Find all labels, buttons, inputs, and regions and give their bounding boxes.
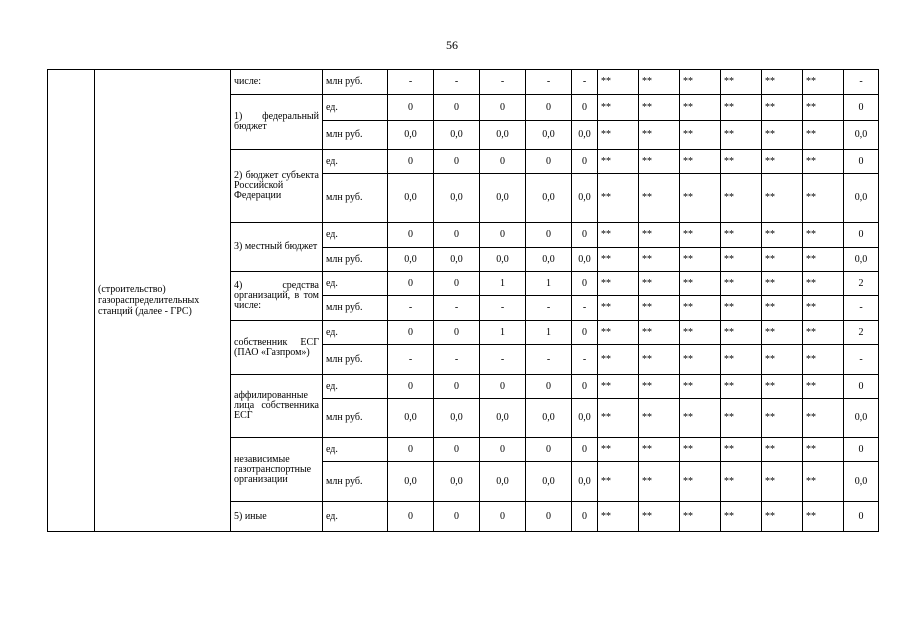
forecast-cell: **	[598, 95, 639, 121]
forecast-cell: **	[639, 296, 680, 321]
number-cell	[48, 70, 95, 532]
value-cell: -	[388, 296, 434, 321]
value-cell: 0,0	[388, 462, 434, 502]
forecast-cell: **	[598, 272, 639, 296]
forecast-cell: **	[762, 150, 803, 174]
total-cell: 0,0	[844, 248, 879, 272]
value-cell: -	[388, 345, 434, 375]
forecast-cell: **	[680, 502, 721, 532]
forecast-cell: **	[803, 248, 844, 272]
value-cell: -	[572, 70, 598, 95]
value-cell: 0	[572, 223, 598, 248]
value-cell: 0	[434, 438, 480, 462]
total-cell: 0	[844, 375, 879, 399]
forecast-cell: **	[803, 438, 844, 462]
value-cell: 0	[572, 438, 598, 462]
value-cell: -	[434, 296, 480, 321]
source-cell: числе:	[231, 70, 323, 95]
forecast-cell: **	[762, 438, 803, 462]
forecast-cell: **	[762, 121, 803, 150]
value-cell: -	[388, 70, 434, 95]
value-cell: 0,0	[572, 174, 598, 223]
forecast-cell: **	[762, 248, 803, 272]
forecast-cell: **	[803, 70, 844, 95]
unit-cell: млн руб.	[323, 70, 388, 95]
value-cell: 0	[434, 95, 480, 121]
forecast-cell: **	[803, 95, 844, 121]
forecast-cell: **	[762, 296, 803, 321]
forecast-cell: **	[639, 150, 680, 174]
source-cell: 1) федеральный бюджет	[231, 95, 323, 150]
forecast-cell: **	[721, 375, 762, 399]
total-cell: 0,0	[844, 174, 879, 223]
forecast-cell: **	[680, 121, 721, 150]
forecast-cell: **	[680, 462, 721, 502]
value-cell: 0	[388, 272, 434, 296]
source-cell: 5) иные	[231, 502, 323, 532]
source-cell: 4) средства организаций, в том числе:	[231, 272, 323, 321]
forecast-cell: **	[639, 399, 680, 438]
total-cell: 0	[844, 502, 879, 532]
forecast-cell: **	[680, 321, 721, 345]
forecast-cell: **	[762, 70, 803, 95]
value-cell: 1	[480, 272, 526, 296]
value-cell: 0	[480, 223, 526, 248]
value-cell: 0	[526, 502, 572, 532]
value-cell: 1	[526, 272, 572, 296]
total-cell: -	[844, 296, 879, 321]
forecast-cell: **	[598, 121, 639, 150]
forecast-cell: **	[762, 462, 803, 502]
value-cell: -	[572, 296, 598, 321]
value-cell: 0,0	[388, 174, 434, 223]
value-cell: 0	[434, 321, 480, 345]
value-cell: 0	[434, 150, 480, 174]
value-cell: 0,0	[526, 248, 572, 272]
forecast-cell: **	[639, 345, 680, 375]
table-body	[48, 70, 879, 532]
value-cell: 0,0	[572, 121, 598, 150]
total-cell: 0	[844, 438, 879, 462]
value-cell: 0	[526, 95, 572, 121]
value-cell: 0	[572, 150, 598, 174]
forecast-cell: **	[598, 321, 639, 345]
forecast-cell: **	[762, 223, 803, 248]
forecast-cell: **	[639, 321, 680, 345]
value-cell: 0	[480, 150, 526, 174]
forecast-cell: **	[721, 150, 762, 174]
table-row	[48, 70, 879, 95]
total-cell: 0	[844, 150, 879, 174]
forecast-cell: **	[680, 223, 721, 248]
value-cell: 0	[572, 272, 598, 296]
value-cell: 0	[480, 502, 526, 532]
forecast-cell: **	[762, 502, 803, 532]
forecast-cell: **	[762, 272, 803, 296]
value-cell: 0,0	[572, 399, 598, 438]
forecast-cell: **	[598, 502, 639, 532]
source-cell: 3) местный бюджет	[231, 223, 323, 272]
forecast-cell: **	[680, 248, 721, 272]
unit-cell: млн руб.	[323, 345, 388, 375]
forecast-cell: **	[721, 438, 762, 462]
source-cell: 2) бюджет субъекта Российской Федерации	[231, 150, 323, 223]
value-cell: 0	[526, 438, 572, 462]
value-cell: 0	[388, 150, 434, 174]
value-cell: -	[572, 345, 598, 375]
forecast-cell: **	[680, 70, 721, 95]
forecast-cell: **	[639, 121, 680, 150]
source-cell: аффилированные лица собственника ЕСГ	[231, 375, 323, 438]
value-cell: 0	[388, 375, 434, 399]
unit-cell: млн руб.	[323, 462, 388, 502]
forecast-cell: **	[721, 174, 762, 223]
value-cell: 0,0	[526, 462, 572, 502]
forecast-cell: **	[721, 95, 762, 121]
value-cell: 0,0	[480, 248, 526, 272]
forecast-cell: **	[762, 321, 803, 345]
value-cell: 0	[572, 502, 598, 532]
value-cell: -	[526, 296, 572, 321]
value-cell: 0,0	[388, 248, 434, 272]
total-cell: 0	[844, 223, 879, 248]
forecast-cell: **	[762, 95, 803, 121]
value-cell: 0,0	[480, 174, 526, 223]
value-cell: 0	[388, 223, 434, 248]
page-number: 56	[446, 38, 458, 52]
forecast-cell: **	[598, 345, 639, 375]
value-cell: 0	[572, 321, 598, 345]
forecast-cell: **	[803, 345, 844, 375]
value-cell: -	[526, 345, 572, 375]
value-cell: 0,0	[434, 121, 480, 150]
unit-cell: млн руб.	[323, 121, 388, 150]
unit-cell: ед.	[323, 272, 388, 296]
total-cell: 0	[844, 95, 879, 121]
forecast-cell: **	[721, 121, 762, 150]
value-cell: 0	[388, 438, 434, 462]
forecast-cell: **	[803, 321, 844, 345]
forecast-cell: **	[598, 438, 639, 462]
forecast-cell: **	[721, 399, 762, 438]
forecast-cell: **	[680, 272, 721, 296]
forecast-cell: **	[721, 272, 762, 296]
value-cell: 0	[388, 321, 434, 345]
total-cell: -	[844, 70, 879, 95]
forecast-cell: **	[598, 223, 639, 248]
unit-cell: ед.	[323, 223, 388, 248]
value-cell: 0,0	[480, 462, 526, 502]
source-cell: независимые газотранспортные организации	[231, 438, 323, 502]
forecast-cell: **	[721, 248, 762, 272]
forecast-cell: **	[721, 223, 762, 248]
forecast-cell: **	[721, 502, 762, 532]
value-cell: -	[434, 345, 480, 375]
forecast-cell: **	[680, 150, 721, 174]
forecast-cell: **	[639, 502, 680, 532]
forecast-cell: **	[639, 95, 680, 121]
value-cell: 0,0	[526, 399, 572, 438]
forecast-cell: **	[803, 121, 844, 150]
forecast-cell: **	[762, 345, 803, 375]
total-cell: 0,0	[844, 121, 879, 150]
forecast-cell: **	[598, 150, 639, 174]
value-cell: 0	[388, 502, 434, 532]
forecast-cell: **	[680, 375, 721, 399]
forecast-cell: **	[721, 70, 762, 95]
value-cell: 0	[526, 223, 572, 248]
forecast-cell: **	[762, 375, 803, 399]
forecast-cell: **	[598, 296, 639, 321]
forecast-cell: **	[598, 174, 639, 223]
forecast-cell: **	[598, 462, 639, 502]
forecast-cell: **	[598, 70, 639, 95]
value-cell: 0,0	[526, 121, 572, 150]
unit-cell: млн руб.	[323, 248, 388, 272]
total-cell: 0,0	[844, 462, 879, 502]
unit-cell: ед.	[323, 150, 388, 174]
value-cell: 0	[434, 375, 480, 399]
budget-table	[47, 69, 879, 532]
forecast-cell: **	[639, 174, 680, 223]
forecast-cell: **	[598, 375, 639, 399]
forecast-cell: **	[721, 345, 762, 375]
total-cell: 2	[844, 272, 879, 296]
value-cell: 1	[480, 321, 526, 345]
value-cell: -	[480, 345, 526, 375]
forecast-cell: **	[680, 296, 721, 321]
forecast-cell: **	[598, 399, 639, 438]
forecast-cell: **	[680, 399, 721, 438]
value-cell: 0,0	[434, 399, 480, 438]
value-cell: -	[480, 296, 526, 321]
forecast-cell: **	[639, 438, 680, 462]
forecast-cell: **	[803, 272, 844, 296]
forecast-cell: **	[680, 438, 721, 462]
forecast-cell: **	[803, 150, 844, 174]
forecast-cell: **	[803, 462, 844, 502]
total-cell: -	[844, 345, 879, 375]
forecast-cell: **	[803, 174, 844, 223]
value-cell: 0	[388, 95, 434, 121]
value-cell: 0,0	[526, 174, 572, 223]
value-cell: 0,0	[572, 462, 598, 502]
forecast-cell: **	[639, 223, 680, 248]
forecast-cell: **	[598, 248, 639, 272]
forecast-cell: **	[680, 95, 721, 121]
forecast-cell: **	[762, 399, 803, 438]
value-cell: 0,0	[480, 121, 526, 150]
value-cell: 0,0	[434, 462, 480, 502]
forecast-cell: **	[721, 296, 762, 321]
value-cell: 0,0	[388, 399, 434, 438]
unit-cell: млн руб.	[323, 174, 388, 223]
unit-cell: ед.	[323, 375, 388, 399]
unit-cell: ед.	[323, 95, 388, 121]
value-cell: 0	[480, 438, 526, 462]
unit-cell: млн руб.	[323, 399, 388, 438]
value-cell: -	[526, 70, 572, 95]
value-cell: 0,0	[480, 399, 526, 438]
value-cell: 0,0	[434, 248, 480, 272]
value-cell: 0	[434, 502, 480, 532]
forecast-cell: **	[721, 321, 762, 345]
total-cell: 2	[844, 321, 879, 345]
forecast-cell: **	[639, 272, 680, 296]
forecast-cell: **	[639, 70, 680, 95]
value-cell: 1	[526, 321, 572, 345]
description-cell: (строительство) газораспределительных станций (далее - ГРС)	[95, 70, 231, 532]
value-cell: 0,0	[388, 121, 434, 150]
forecast-cell: **	[803, 223, 844, 248]
unit-cell: ед.	[323, 438, 388, 462]
value-cell: 0	[526, 375, 572, 399]
forecast-cell: **	[803, 502, 844, 532]
value-cell: 0	[526, 150, 572, 174]
unit-cell: ед.	[323, 321, 388, 345]
value-cell: 0	[434, 223, 480, 248]
total-cell: 0,0	[844, 399, 879, 438]
unit-cell: млн руб.	[323, 296, 388, 321]
value-cell: 0	[572, 95, 598, 121]
forecast-cell: **	[639, 248, 680, 272]
unit-cell: ед.	[323, 502, 388, 532]
value-cell: -	[480, 70, 526, 95]
value-cell: 0	[480, 375, 526, 399]
value-cell: 0,0	[434, 174, 480, 223]
value-cell: 0,0	[572, 248, 598, 272]
forecast-cell: **	[680, 174, 721, 223]
forecast-cell: **	[639, 462, 680, 502]
forecast-cell: **	[762, 174, 803, 223]
forecast-cell: **	[680, 345, 721, 375]
value-cell: 0	[434, 272, 480, 296]
value-cell: 0	[572, 375, 598, 399]
forecast-cell: **	[803, 296, 844, 321]
value-cell: 0	[480, 95, 526, 121]
forecast-cell: **	[721, 462, 762, 502]
forecast-cell: **	[803, 375, 844, 399]
forecast-cell: **	[639, 375, 680, 399]
forecast-cell: **	[803, 399, 844, 438]
value-cell: -	[434, 70, 480, 95]
source-cell: собственник ЕСГ (ПАО «Газпром»)	[231, 321, 323, 375]
